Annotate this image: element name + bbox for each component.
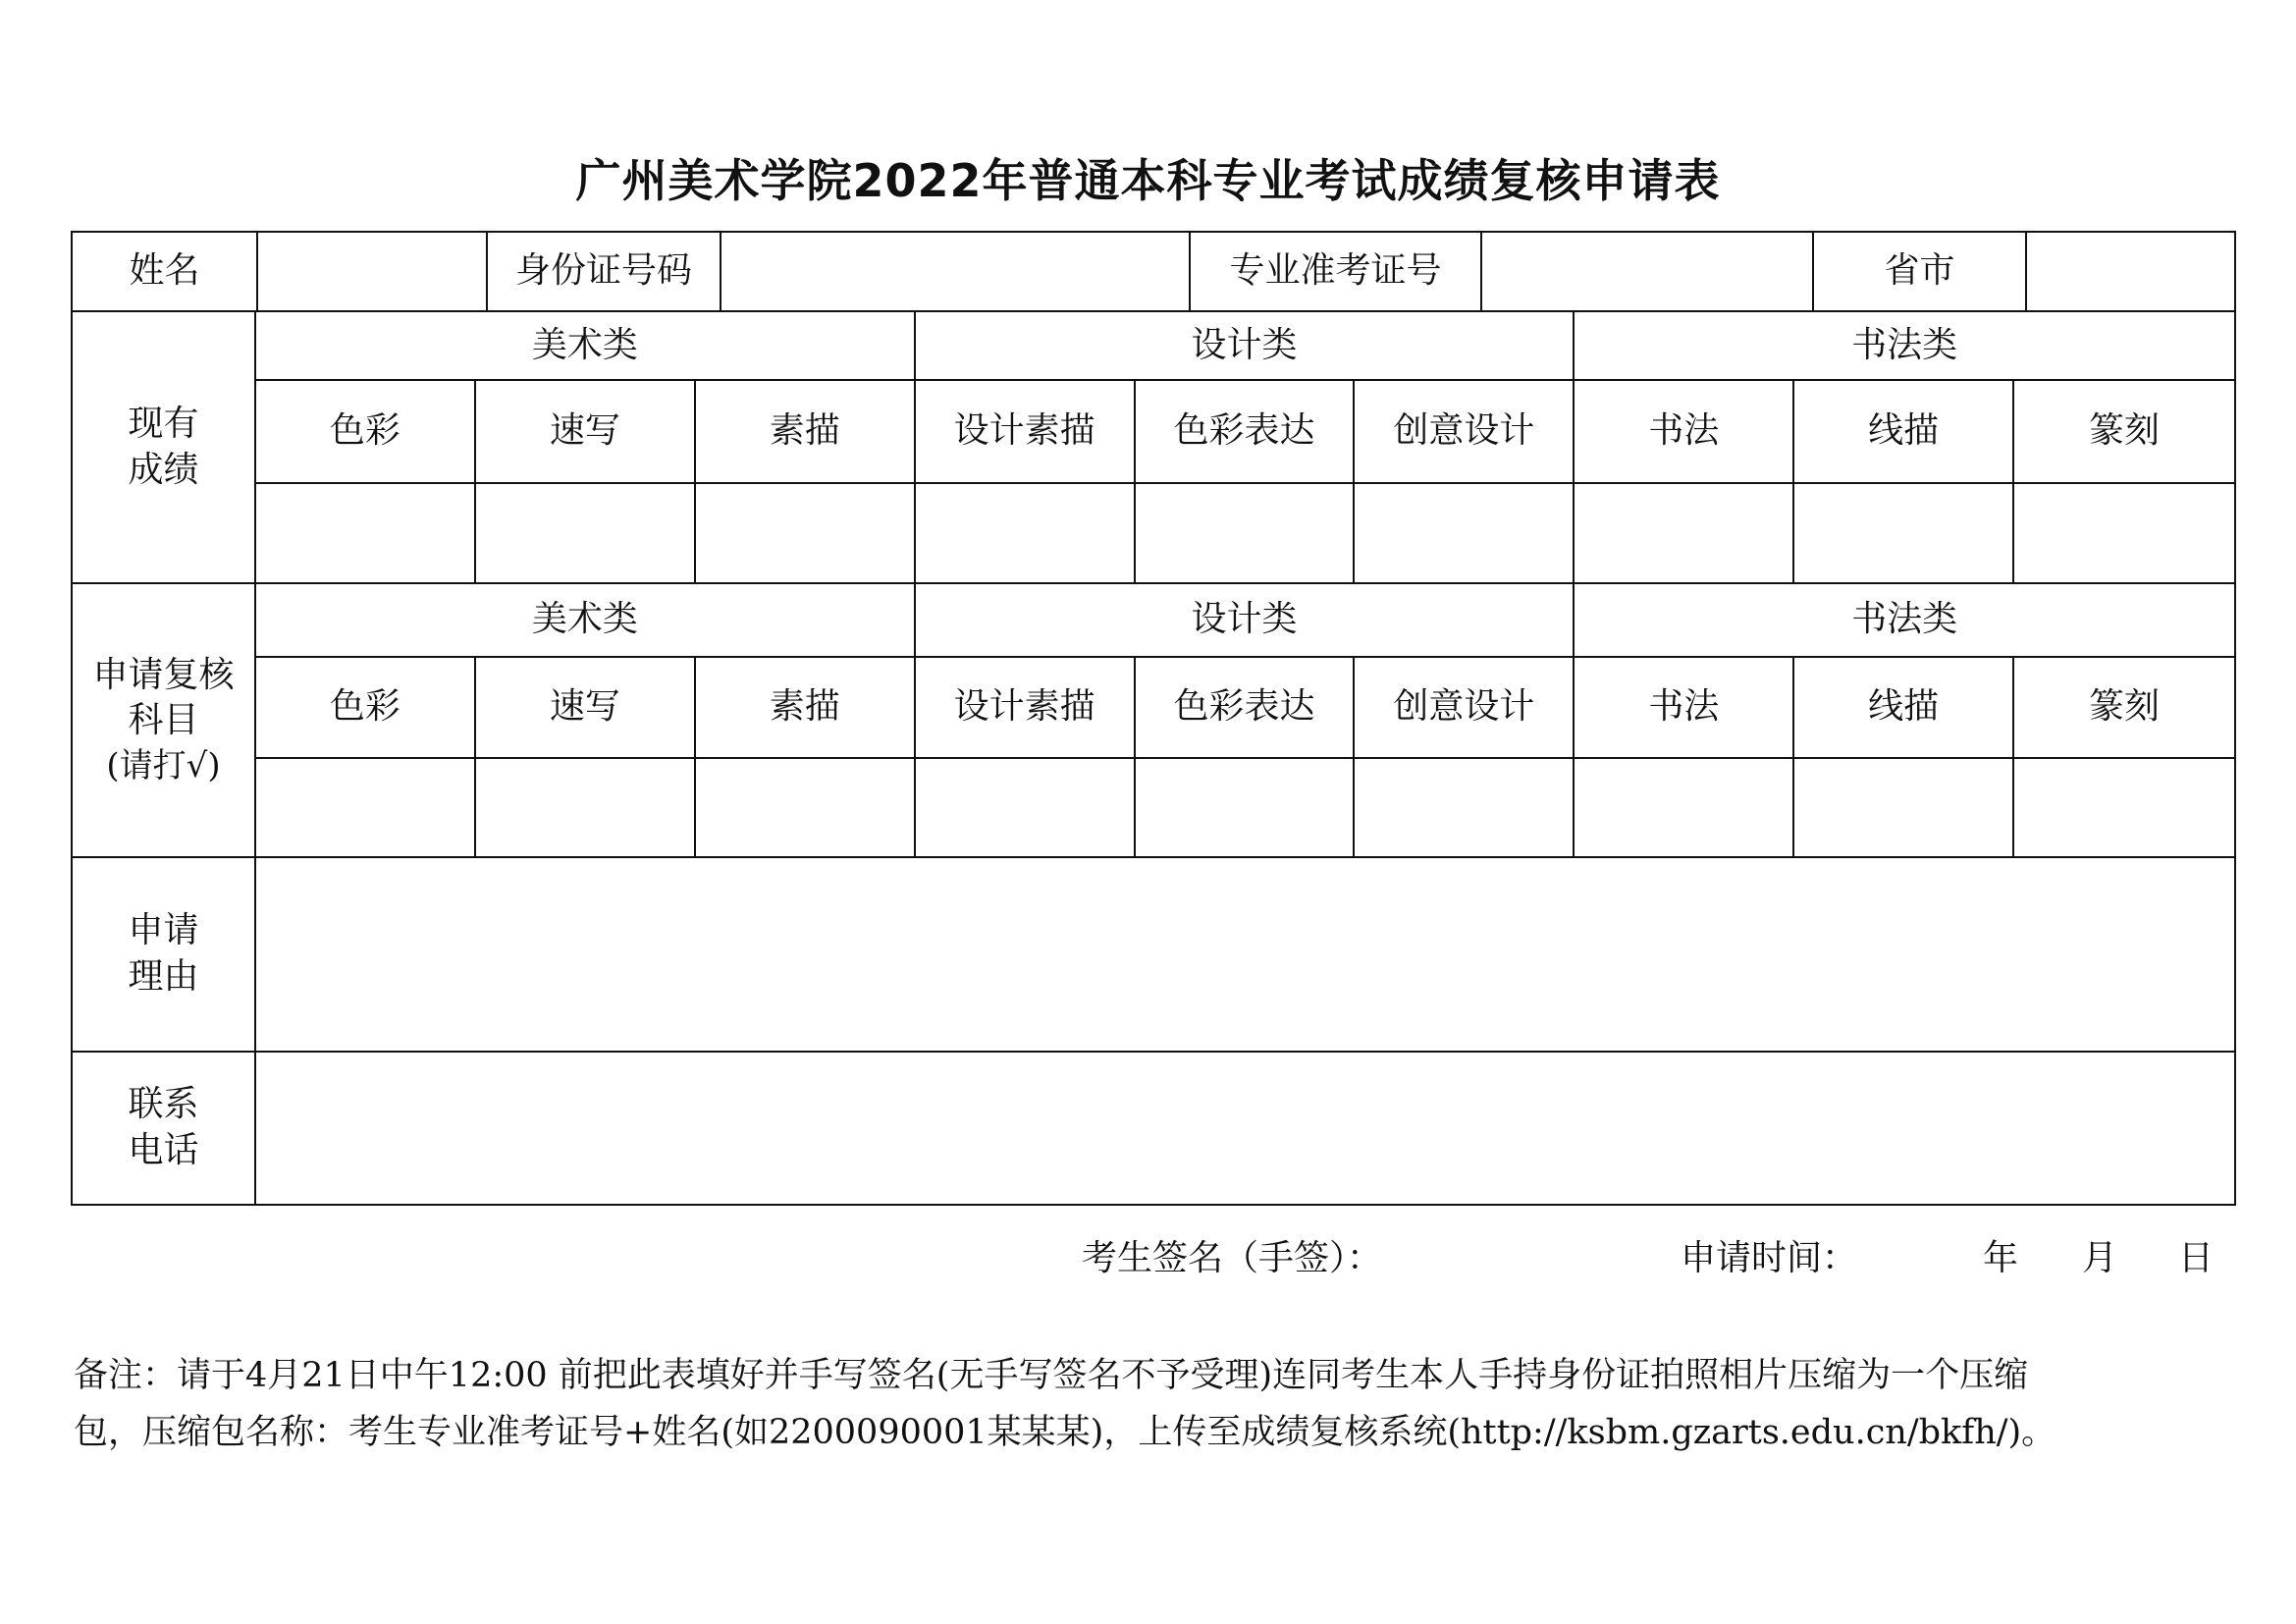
category-design: 设计类 [916,584,1575,658]
header-row [72,232,2235,311]
subject-drawing: 素描 [696,381,916,484]
check-field[interactable] [916,759,1136,856]
year-label: 年 [1983,1238,2019,1278]
reason-field[interactable] [255,857,2235,1052]
subject-design-drawing: 设计素描 [916,381,1136,484]
check-field[interactable] [2014,759,2234,856]
category-design: 设计类 [916,312,1575,381]
subject-color: 色彩 [256,658,476,759]
subject-color: 色彩 [256,381,476,484]
subject-seal-carving: 篆刻 [2014,658,2234,759]
current-scores-label: 现有 成绩 [72,311,255,583]
note [74,1347,2243,1461]
category-calligraphy: 书法类 [1575,312,2234,381]
check-field[interactable] [476,759,696,856]
subject-drawing: 素描 [696,658,916,759]
subject-calligraphy: 书法 [1575,381,1794,484]
score-field[interactable] [1136,484,1356,582]
subject-sketch: 速写 [476,658,696,759]
subject-design-drawing: 设计素描 [916,658,1136,759]
check-field[interactable] [1575,759,1794,856]
category-art: 美术类 [256,584,916,658]
id-number-field[interactable] [721,233,1191,310]
check-field[interactable] [256,759,476,856]
province-field[interactable] [2027,233,2234,310]
subject-line-drawing: 线描 [1794,381,2014,484]
score-field[interactable] [476,484,696,582]
reason-label: 申请 理由 [72,857,255,1052]
contact-label: 联系 电话 [72,1052,255,1205]
review-application-form [71,231,2236,1206]
subject-calligraphy: 书法 [1575,658,1794,759]
review-subjects-label: 申请复核 科目 (请打√) [72,583,255,857]
contact-field[interactable] [255,1052,2235,1205]
subject-color-expression: 色彩表达 [1136,381,1356,484]
category-calligraphy: 书法类 [1575,584,2234,658]
subject-creative-design: 创意设计 [1355,381,1575,484]
category-art: 美术类 [256,312,916,381]
note-line-1: 备注：请于4月21日中午12:00 前把此表填好并手写签名(无手写签名不予受理)连同考生本人手持身份证拍照相片压缩为一个压缩 [74,1356,2029,1395]
exam-number-label: 专业准考证号 [1191,233,1482,310]
name-label: 姓名 [73,233,258,310]
id-number-label: 身份证号码 [488,233,721,310]
score-field[interactable] [1794,484,2014,582]
month-label: 月 [2082,1238,2118,1278]
check-field[interactable] [1136,759,1356,856]
score-field[interactable] [916,484,1136,582]
subject-creative-design: 创意设计 [1355,658,1575,759]
contact-row [72,1052,2235,1205]
signature-label: 考生签名（手签）： [1082,1238,1383,1278]
date-label: 申请时间： [1681,1238,1858,1278]
current-scores-row [72,311,2235,583]
form-title: 广州美术学院2022年普通本科专业考试成绩复核申请表 [575,154,1721,207]
day-label: 日 [2178,1238,2215,1278]
name-field[interactable] [258,233,488,310]
score-field[interactable] [696,484,916,582]
review-subjects-row [72,583,2235,857]
note-line-2: 包，压缩包名称：考生专业准考证号+姓名(如2200090001某某某)，上传至成绩复核系统(http://ksbm.gzarts.edu.cn/bkfh/)。 [74,1413,2056,1452]
check-field[interactable] [696,759,916,856]
subject-sketch: 速写 [476,381,696,484]
score-field[interactable] [2014,484,2234,582]
subject-line-drawing: 线描 [1794,658,2014,759]
province-label: 省市 [1814,233,2027,310]
check-field[interactable] [1794,759,2014,856]
exam-number-field[interactable] [1482,233,1814,310]
score-field[interactable] [256,484,476,582]
subject-color-expression: 色彩表达 [1136,658,1356,759]
score-field[interactable] [1355,484,1575,582]
score-field[interactable] [1575,484,1794,582]
check-field[interactable] [1355,759,1575,856]
reason-row [72,857,2235,1052]
subject-seal-carving: 篆刻 [2014,381,2234,484]
